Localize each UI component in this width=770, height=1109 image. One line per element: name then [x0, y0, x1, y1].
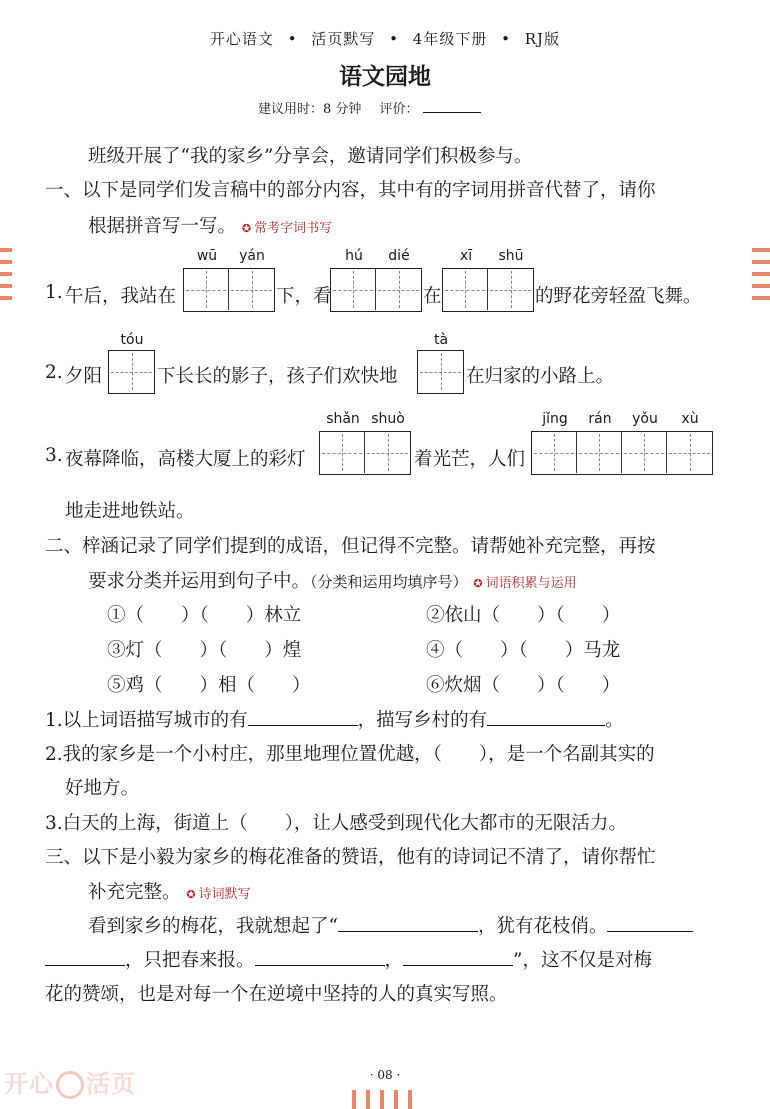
s2-q2-number: 2.: [45, 744, 63, 765]
section3-heading-line2: 补充完整。: [88, 882, 181, 903]
tag-marker-icon: ✪: [186, 888, 196, 901]
separator-dot: •: [389, 30, 400, 48]
q1-text-c: 在: [423, 286, 442, 307]
separator-dot: •: [501, 30, 511, 48]
q1-text-b: 下，看: [276, 286, 332, 307]
idiom-item: ⑥炊烟（ ）（ ）: [426, 675, 621, 696]
tianzige-box[interactable]: [531, 431, 713, 475]
time-meta: [258, 98, 481, 117]
watermark-logo: [4, 1064, 136, 1099]
section3-tag: [186, 887, 250, 902]
watermark-text: 开心: [4, 1070, 54, 1098]
section3-tag-label: 诗词默写: [198, 887, 251, 902]
q1-text-d: 的野花旁轻盈飞舞。: [535, 286, 702, 307]
idiom-item: ①（ ）（ ）林立: [107, 605, 302, 626]
pinyin: jǐng: [542, 411, 568, 427]
s3-text: ”，这不仅是对梅: [513, 950, 652, 971]
tag-marker-icon: ✪: [241, 222, 252, 235]
section2-tag-label: 词语积累与运用: [485, 576, 577, 591]
book-name: 活页默写: [311, 30, 376, 48]
section2-tag: [473, 576, 576, 591]
tianzige-box[interactable]: [108, 350, 155, 394]
q3-text-b: 着光芒，人们: [414, 449, 526, 470]
pinyin: shuò: [371, 411, 405, 427]
heart-logo-icon: [56, 1071, 84, 1099]
q1-text-a: 午后，我站在: [65, 286, 177, 307]
s3-para-line2: [45, 946, 652, 972]
q3-text-c: 地走进地铁站。: [65, 501, 195, 522]
idiom-item: ⑤鸡（ ）相（ ）: [107, 675, 311, 696]
s2-q1: [45, 706, 624, 732]
s2-q3-number: 3.: [45, 813, 63, 834]
tianzige-box[interactable]: [417, 350, 464, 394]
answer-blank[interactable]: [248, 707, 358, 726]
q2-number: 2.: [45, 362, 63, 383]
tianzige-box[interactable]: [183, 268, 275, 312]
q3-text-a: 夜幕降临，高楼大厦上的彩灯: [65, 449, 306, 470]
pinyin: xù: [681, 411, 699, 427]
separator-dot: •: [287, 30, 298, 48]
pinyin: shū: [498, 248, 524, 264]
edition-name: RJ版: [524, 30, 561, 48]
intro-text: 班级开展了“我的家乡”分享会，邀请同学们积极参与。: [88, 146, 533, 167]
s3-text: 看到家乡的梅花，我就想起了“: [88, 916, 338, 937]
answer-blank[interactable]: [255, 947, 385, 966]
section1-heading-cont: [88, 212, 332, 238]
q1-number: 1.: [45, 282, 63, 303]
section3-heading: 三、以下是小毅为家乡的梅花准备的赞语，他有的诗词记不清了，请你帮忙: [45, 847, 656, 868]
section1-heading-line2: 根据拼音写一写。: [88, 216, 237, 237]
pinyin: yǒu: [632, 411, 658, 427]
q2-text-b: 下长长的影子，孩子们欢快地: [157, 366, 398, 387]
q2-text-c: 在归家的小路上。: [466, 366, 615, 387]
watermark-text: 活页: [86, 1070, 136, 1098]
s3-para-line1: [88, 912, 693, 938]
pinyin: yán: [239, 248, 265, 264]
q3-number: 3.: [45, 445, 63, 466]
idiom-item: ③灯（ ）（ ）煌: [107, 640, 302, 661]
section2-heading-cont: [88, 567, 577, 593]
pinyin: xī: [459, 248, 473, 264]
q2-text-a: 夕阳: [65, 366, 103, 387]
tianzige-box[interactable]: [319, 431, 411, 475]
page-title: 语文园地: [339, 64, 431, 90]
pinyin: rán: [588, 411, 612, 427]
answer-blank[interactable]: [338, 913, 478, 932]
s3-para-line3: 花的赞颂，也是对每一个在逆境中坚持的人的真实写照。: [45, 984, 508, 1005]
s2-q3: [45, 809, 627, 835]
s2-q2-text: 我的家乡是一个小村庄，那里地理位置优越，（ ），是一个名副其实的: [62, 744, 655, 765]
tag-marker-icon: ✪: [473, 577, 483, 590]
s3-text: ，犹有花枝俏。: [477, 916, 608, 937]
s3-text: ，: [384, 950, 404, 971]
series-name: 开心语文: [209, 30, 274, 48]
pinyin: tà: [433, 332, 449, 348]
s2-q3-text: 白天的上海，街道上（ ），让人感受到现代化大都市的无限活力。: [62, 813, 627, 834]
answer-blank[interactable]: [403, 947, 513, 966]
pinyin: wū: [196, 248, 218, 264]
s2-q1-text-c: 。: [605, 710, 624, 731]
section1-tag: [242, 221, 332, 236]
idiom-item: ②依山（ ）（ ）: [426, 605, 621, 626]
tianzige-box[interactable]: [330, 268, 422, 312]
pinyin: tóu: [120, 332, 144, 348]
section1-heading: 一、以下是同学们发言稿中的部分内容，其中有的字词用拼音代替了，请你: [45, 180, 656, 201]
s2-q1-text-b: ，描写乡村的有: [357, 710, 488, 731]
s2-q2-line2: 好地方。: [65, 778, 140, 799]
section2-heading: 二、梓涵记录了同学们提到的成语，但记得不完整。请帮她补充完整，再按: [45, 536, 656, 557]
section3-heading-cont: [88, 878, 251, 904]
answer-blank[interactable]: [45, 947, 125, 966]
pinyin: shǎn: [326, 411, 360, 427]
score-blank[interactable]: [423, 98, 481, 113]
header-series-line: [0, 28, 770, 49]
s2-q1-number: 1.: [45, 710, 63, 731]
section1-tag-label: 常考字词书写: [254, 221, 333, 236]
pinyin: hú: [345, 248, 363, 264]
answer-blank[interactable]: [487, 707, 605, 726]
score-label: 评价：: [379, 102, 419, 117]
pinyin: dié: [388, 248, 410, 264]
idiom-item: ④（ ）（ ）马龙: [426, 640, 621, 661]
tianzige-box[interactable]: [442, 268, 534, 312]
page-number: · 08 ·: [369, 1068, 401, 1082]
section2-heading-line2: 要求分类并运用到句子中。: [88, 571, 311, 592]
section2-note: （分类和运用均填序号）: [310, 573, 468, 591]
time-label: 建议用时：8 分钟: [258, 102, 362, 117]
s2-q2-line1: [45, 740, 655, 766]
s3-text: ，只把春来报。: [125, 950, 255, 971]
grade-name: 4年级下册: [412, 30, 488, 48]
answer-blank[interactable]: [607, 913, 693, 932]
s2-q1-text-a: 以上词语描写城市的有: [62, 710, 248, 731]
